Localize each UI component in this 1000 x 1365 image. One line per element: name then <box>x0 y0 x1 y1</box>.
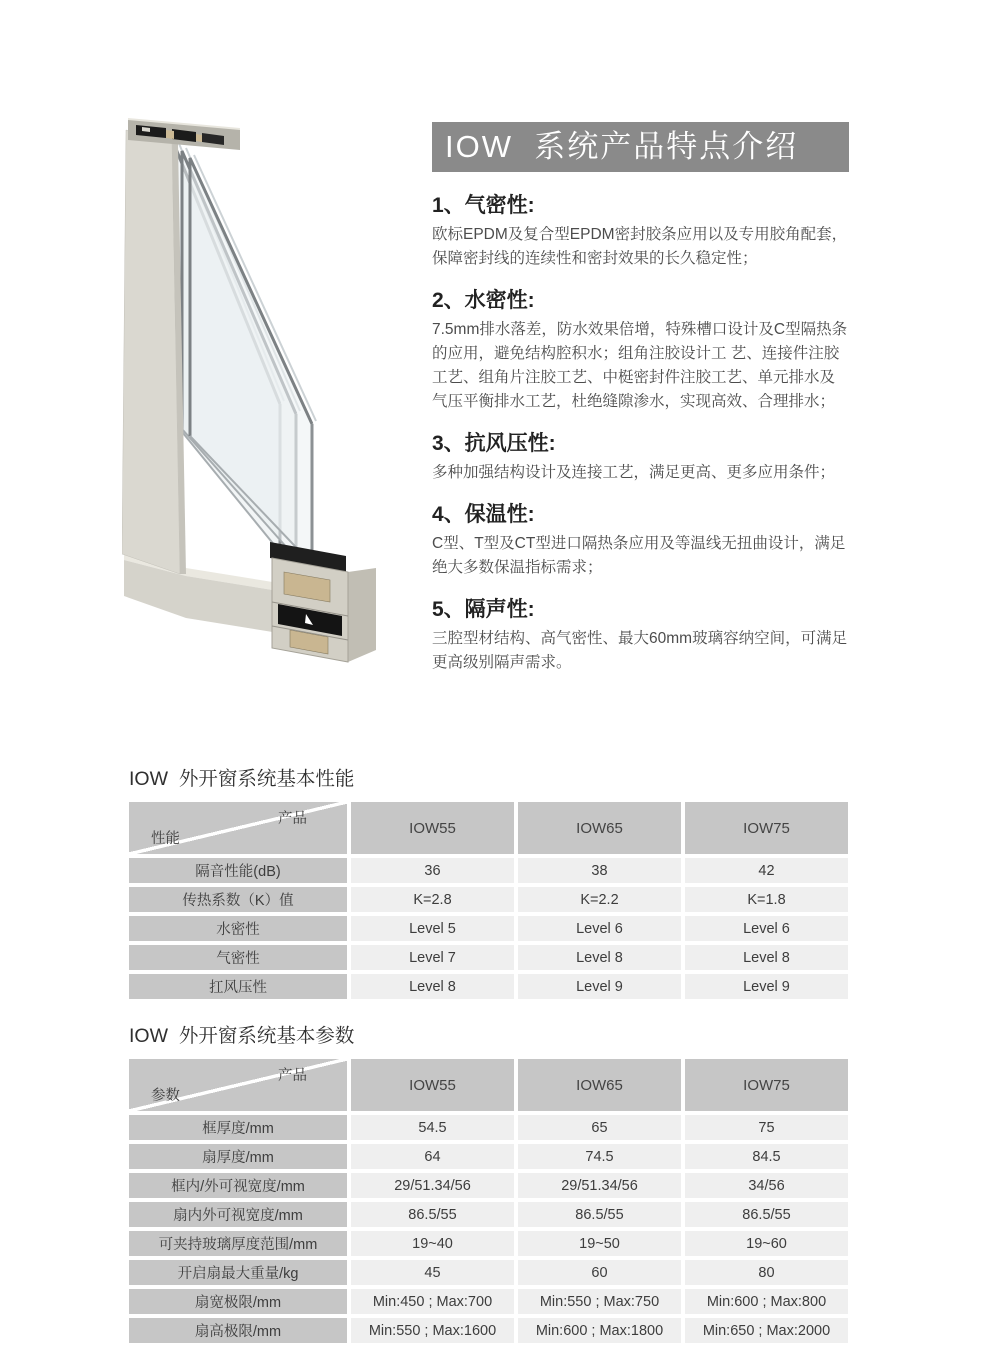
parameter-table <box>129 1020 848 1343</box>
table-value: Level 8 <box>351 974 514 999</box>
feature-body: 7.5mm排水落差，防水效果倍增，特殊槽口设计及C型隔热条的应用，避免结构腔积水；组角注胶设计工 艺、连接件注胶工艺、组角片注胶工艺、中梃密封件注胶工艺、单元排水及气压平衡排水工艺，杜绝缝隙渗水，实现高效、合理排水； <box>432 321 848 410</box>
table-value: 84.5 <box>685 1144 848 1169</box>
table-value: 54.5 <box>351 1115 514 1140</box>
table-value: Level 7 <box>351 945 514 970</box>
table-value: 65 <box>518 1115 681 1140</box>
corner-header-cell <box>129 1059 347 1111</box>
table-value: 36 <box>351 858 514 883</box>
column-header: IOW55 <box>351 1059 514 1111</box>
table-value: 86.5/55 <box>518 1202 681 1227</box>
table-value: Min:600 ; Max:1800 <box>518 1318 681 1343</box>
table-value: Min:600 ; Max:800 <box>685 1289 848 1314</box>
table-value: 86.5/55 <box>685 1202 848 1227</box>
table-value: 19~60 <box>685 1231 848 1256</box>
performance-table-grid <box>129 802 848 999</box>
table-value: 34/56 <box>685 1173 848 1198</box>
feature-heading: 3、抗风压性: <box>432 432 556 455</box>
row-label: 传热系数（K）值 <box>129 887 347 912</box>
table-value: K=2.2 <box>518 887 681 912</box>
column-header: IOW55 <box>351 802 514 854</box>
feature-body: 欧标EPDM及复合型EPDM密封胶条应用以及专用胶角配套，保障密封线的连续性和密封效果的长久稳定性； <box>432 226 848 267</box>
table-value: 60 <box>518 1260 681 1285</box>
column-header: IOW75 <box>685 802 848 854</box>
table-value: 42 <box>685 858 848 883</box>
table-value: 29/51.34/56 <box>518 1173 681 1198</box>
table-value: 38 <box>518 858 681 883</box>
table-value: 29/51.34/56 <box>351 1173 514 1198</box>
table-value: Level 6 <box>518 916 681 941</box>
corner-label-product: 产品 <box>278 1068 307 1084</box>
row-label: 水密性 <box>129 916 347 941</box>
bottom-profile-cross-section <box>272 558 376 662</box>
table-value: 45 <box>351 1260 514 1285</box>
table-value: Min:550 ; Max:750 <box>518 1289 681 1314</box>
feature-column <box>432 122 849 675</box>
column-header: IOW75 <box>685 1059 848 1111</box>
feature-body: 三腔型材结构、高气密性、最大60mm玻璃容纳空间，可满足更高级别隔声需求。 <box>432 630 848 671</box>
feature-wind-resistance <box>432 431 849 485</box>
table-value: Min:450 ; Max:700 <box>351 1289 514 1314</box>
column-header: IOW65 <box>518 802 681 854</box>
table-value: 75 <box>685 1115 848 1140</box>
window-profile-image <box>122 106 402 666</box>
performance-table-title: IOW 外开窗系统基本性能 <box>129 768 355 790</box>
row-label: 隔音性能(dB) <box>129 858 347 883</box>
corner-header-cell <box>129 802 347 854</box>
feature-heading: 2、水密性: <box>432 289 535 312</box>
feature-heading: 5、隔声性: <box>432 598 535 621</box>
table-value: Level 9 <box>518 974 681 999</box>
row-label: 扇高极限/mm <box>129 1318 347 1343</box>
parameter-table-title: IOW 外开窗系统基本参数 <box>129 1025 355 1047</box>
feature-heading: 4、保温性: <box>432 503 535 526</box>
table-value: Level 8 <box>518 945 681 970</box>
parameter-table-grid <box>129 1059 848 1343</box>
table-value: Level 9 <box>685 974 848 999</box>
table-value: K=2.8 <box>351 887 514 912</box>
row-label: 扇内外可视宽度/mm <box>129 1202 347 1227</box>
row-label: 可夹持玻璃厚度范围/mm <box>129 1231 347 1256</box>
feature-watertightness <box>432 288 849 414</box>
table-value: Min:550 ; Max:1600 <box>351 1318 514 1343</box>
row-label: 扇宽极限/mm <box>129 1289 347 1314</box>
table-value: Level 5 <box>351 916 514 941</box>
table-value: 19~50 <box>518 1231 681 1256</box>
corner-label-performance: 性能 <box>151 831 180 847</box>
glass-panes <box>174 141 316 564</box>
corner-label-product: 产品 <box>278 811 307 827</box>
table-value: 64 <box>351 1144 514 1169</box>
feature-body: C型、T型及CT型进口隔热条应用及等温线无扭曲设计，满足绝大多数保温指标需求； <box>432 535 846 576</box>
performance-table <box>129 763 848 999</box>
table-value: Min:650 ; Max:2000 <box>685 1318 848 1343</box>
column-header: IOW65 <box>518 1059 681 1111</box>
row-label: 气密性 <box>129 945 347 970</box>
row-label: 框内/外可视宽度/mm <box>129 1173 347 1198</box>
table-value: K=1.8 <box>685 887 848 912</box>
feature-body: 多种加强结构设计及连接工艺，满足更高、更多应用条件； <box>432 464 836 481</box>
row-label: 扛风压性 <box>129 974 347 999</box>
table-value: Level 8 <box>685 945 848 970</box>
table-value: 74.5 <box>518 1144 681 1169</box>
table-value: 80 <box>685 1260 848 1285</box>
feature-thermal-insulation <box>432 502 849 580</box>
table-value: 19~40 <box>351 1231 514 1256</box>
feature-sound-insulation <box>432 597 849 675</box>
table-value: Level 6 <box>685 916 848 941</box>
feature-airtightness <box>432 193 849 271</box>
row-label: 开启扇最大重量/kg <box>129 1260 347 1285</box>
page-title-banner: IOW 系统产品特点介绍 <box>432 122 849 172</box>
corner-label-parameter: 参数 <box>151 1088 180 1104</box>
table-value: 86.5/55 <box>351 1202 514 1227</box>
feature-heading: 1、气密性: <box>432 194 535 217</box>
row-label: 扇厚度/mm <box>129 1144 347 1169</box>
row-label: 框厚度/mm <box>129 1115 347 1140</box>
